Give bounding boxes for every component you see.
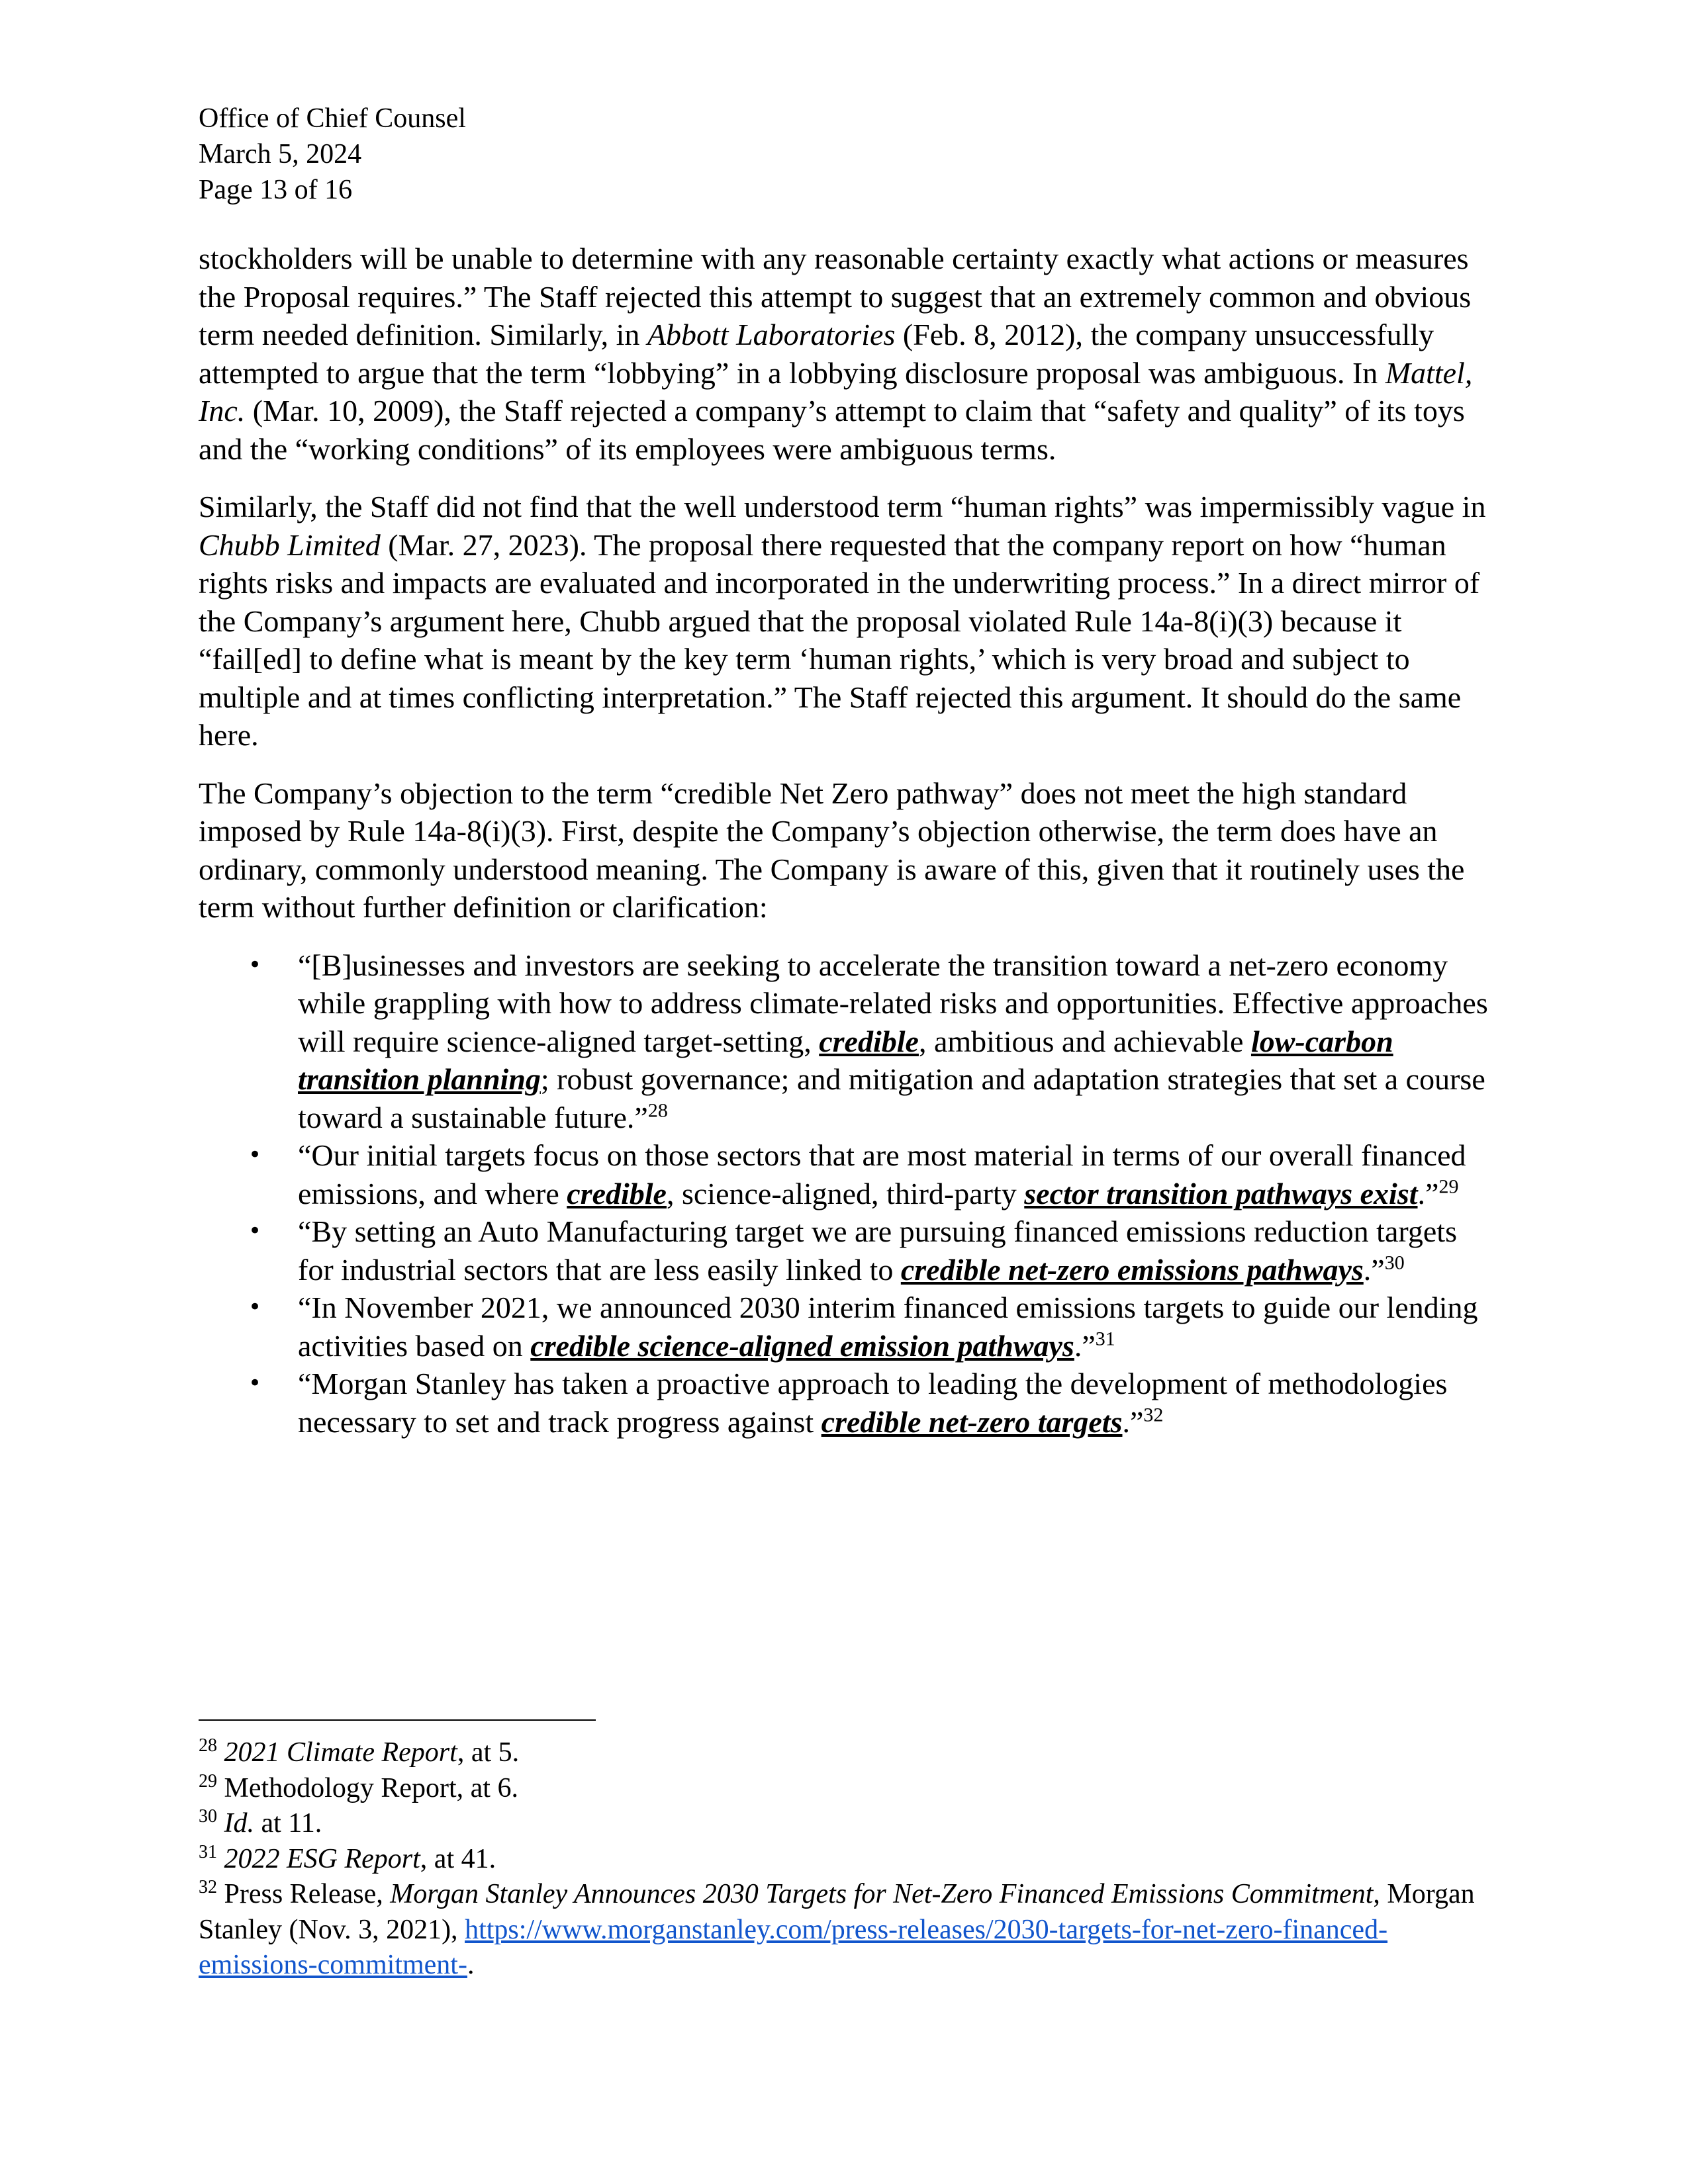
footnote-text: , Morgan Stanley (Nov. 3, 2021), bbox=[199, 1879, 1475, 1945]
quote-text: “Morgan Stanley has taken a proactive approach to leading the development of methodologies necessary to set and track progress against bbox=[298, 1367, 1448, 1439]
quote-text: “Our initial targets focus on those sectors that are most material in terms of our overall financed emissions, and where bbox=[298, 1138, 1466, 1210]
quote-list bbox=[199, 946, 1496, 1441]
paragraph-credible-pathway: The Company’s objection to the term “credible Net Zero pathway” does not meet the high standard imposed by Rule 14a-8(i)(3). First, despite the Company’s objection otherwise, the term does have an ordinary, commonly understood meaning. The Company is aware of this, given that it routinely uses the term without further definition or clarification: bbox=[199, 776, 1465, 924]
footnote-text: . bbox=[467, 1950, 475, 1980]
footnotes bbox=[199, 1735, 1496, 1983]
footnote-ref[interactable]: 31 bbox=[1095, 1328, 1115, 1350]
footnote-number: 30 bbox=[199, 1806, 217, 1827]
quote-text: “By setting an Auto Manufacturing target we are pursuing financed emissions reduction targets for industrial sectors that are less easily linked to bbox=[298, 1214, 1457, 1287]
paragraph-chubb bbox=[199, 488, 1496, 754]
footnote-text: Methodology Report, at 6. bbox=[224, 1772, 518, 1803]
footnote bbox=[199, 1735, 1496, 1771]
header-page-number: Page 13 of 16 bbox=[199, 175, 353, 205]
list-item bbox=[199, 1289, 1496, 1365]
footnote bbox=[199, 1806, 1496, 1842]
footnote-ref[interactable]: 30 bbox=[1384, 1251, 1405, 1274]
paragraph-text: (Feb. 8, 2012), the company unsuccessfully attempted to argue that the term “lobbying” in a lobbying disclosure proposal was ambiguous. In bbox=[199, 318, 1434, 390]
footnote-source: Id. bbox=[224, 1808, 254, 1839]
footnote-source: 2022 ESG Report bbox=[224, 1843, 420, 1874]
paragraph-text: stockholders will be unable to determine with any reasonable certainty exactly what actions or measures the Proposal requires.” The Staff rejected this attempt to suggest that an extremely common and obvious term needed definition. Similarly, in bbox=[199, 242, 1472, 351]
letter-header bbox=[199, 101, 466, 208]
footnote-text: , at 41. bbox=[420, 1843, 496, 1874]
case-name-chubb: Chubb Limited bbox=[199, 527, 381, 562]
quote-text: “[B]usinesses and investors are seeking to accelerate the transition toward a net-zero economy while grappling with how to address climate-related risks and opportunities. Effective approaches will require science-aligned target-setting, bbox=[298, 948, 1488, 1058]
footnote-ref[interactable]: 29 bbox=[1438, 1175, 1459, 1198]
emphasized-term: credible net-zero targets bbox=[821, 1404, 1123, 1439]
footnote bbox=[199, 1877, 1496, 1983]
case-name-abbott: Abbott Laboratories bbox=[647, 318, 896, 351]
list-item bbox=[199, 1365, 1496, 1441]
quote-text: , ambitious and achievable bbox=[918, 1024, 1251, 1058]
header-office: Office of Chief Counsel bbox=[199, 103, 466, 134]
emphasized-term: credible bbox=[567, 1176, 667, 1210]
footnote-ref[interactable]: 28 bbox=[647, 1099, 668, 1122]
paragraph-text: (Mar. 27, 2023). The proposal there requested that the company report on how “human rights risks and impacts are evaluated and incorporated in the underwriting process.” In a direct mirror of the Company’s argument here, Chubb argued that the proposal violated Rule 14a-8(i)(3) because it “fail[ed] to define what is meant by the key term ‘human rights,’ which is very broad and subject to multiple and at times conflicting interpretation.” The Staff rejected this argument. It should do the same here. bbox=[199, 527, 1480, 752]
footnote-text: , at 5. bbox=[457, 1737, 520, 1768]
footnote bbox=[199, 1771, 1496, 1807]
footnote-source: Morgan Stanley Announces 2030 Targets for Net-Zero Financed Emissions Commitment bbox=[390, 1879, 1374, 1909]
emphasized-term: credible bbox=[819, 1024, 919, 1058]
footnote-number: 29 bbox=[199, 1770, 217, 1792]
bullet-icon: • bbox=[248, 1218, 262, 1244]
emphasized-term: sector transition pathways exist bbox=[1024, 1176, 1418, 1210]
list-item bbox=[199, 1212, 1496, 1289]
footnote-source: 2021 Climate Report bbox=[224, 1737, 457, 1768]
quote-text: .” bbox=[1363, 1252, 1385, 1287]
letter-body bbox=[199, 240, 1496, 1441]
quote-text: “In November 2021, we announced 2030 interim financed emissions targets to guide our lending activities based on bbox=[298, 1291, 1478, 1363]
bullet-icon: • bbox=[248, 1142, 262, 1168]
paragraph-abbott-mattel bbox=[199, 240, 1496, 468]
list-item bbox=[199, 1136, 1496, 1212]
footnote-text: at 11. bbox=[254, 1808, 322, 1839]
quote-text: .” bbox=[1074, 1328, 1096, 1363]
quote-text: ; robust governance; and mitigation and adaptation strategies that set a course toward a sustainable future.” bbox=[298, 1062, 1485, 1134]
bullet-icon: • bbox=[248, 1294, 262, 1320]
paragraph-text: Similarly, the Staff did not find that the well understood term “human rights” was impermissibly vague in bbox=[199, 490, 1486, 523]
case-name-mattel: Mattel, Inc. bbox=[199, 355, 1473, 428]
footnote-number: 32 bbox=[199, 1877, 217, 1897]
press-release-link[interactable]: https://www.morganstanley.com/press-releases/2030-targets-for-net-zero-financed-emissions-commitment- bbox=[199, 1914, 1388, 1980]
quote-text: .” bbox=[1122, 1404, 1144, 1439]
header-date: March 5, 2024 bbox=[199, 139, 362, 169]
emphasized-term: credible science-aligned emission pathways bbox=[530, 1328, 1074, 1363]
emphasized-term: credible net-zero emissions pathways bbox=[900, 1252, 1364, 1287]
bullet-icon: • bbox=[248, 1370, 262, 1396]
footnote-number: 28 bbox=[199, 1735, 217, 1756]
bullet-icon: • bbox=[248, 951, 262, 978]
footnote-text: Press Release, bbox=[224, 1879, 391, 1909]
paragraph-text: (Mar. 10, 2009), the Staff rejected a company’s attempt to claim that “safety and quality” of its toys and the “working conditions” of its employees were ambiguous terms. bbox=[199, 394, 1465, 466]
emphasized-term: low-carbon transition planning bbox=[298, 1024, 1393, 1096]
footnote bbox=[199, 1842, 1496, 1878]
footnote-number: 31 bbox=[199, 1841, 217, 1862]
quote-text: .” bbox=[1417, 1176, 1439, 1210]
footnote-divider bbox=[199, 1719, 596, 1721]
footnote-ref[interactable]: 32 bbox=[1143, 1404, 1164, 1426]
quote-text: , science-aligned, third-party bbox=[666, 1176, 1025, 1210]
list-item bbox=[199, 946, 1496, 1137]
